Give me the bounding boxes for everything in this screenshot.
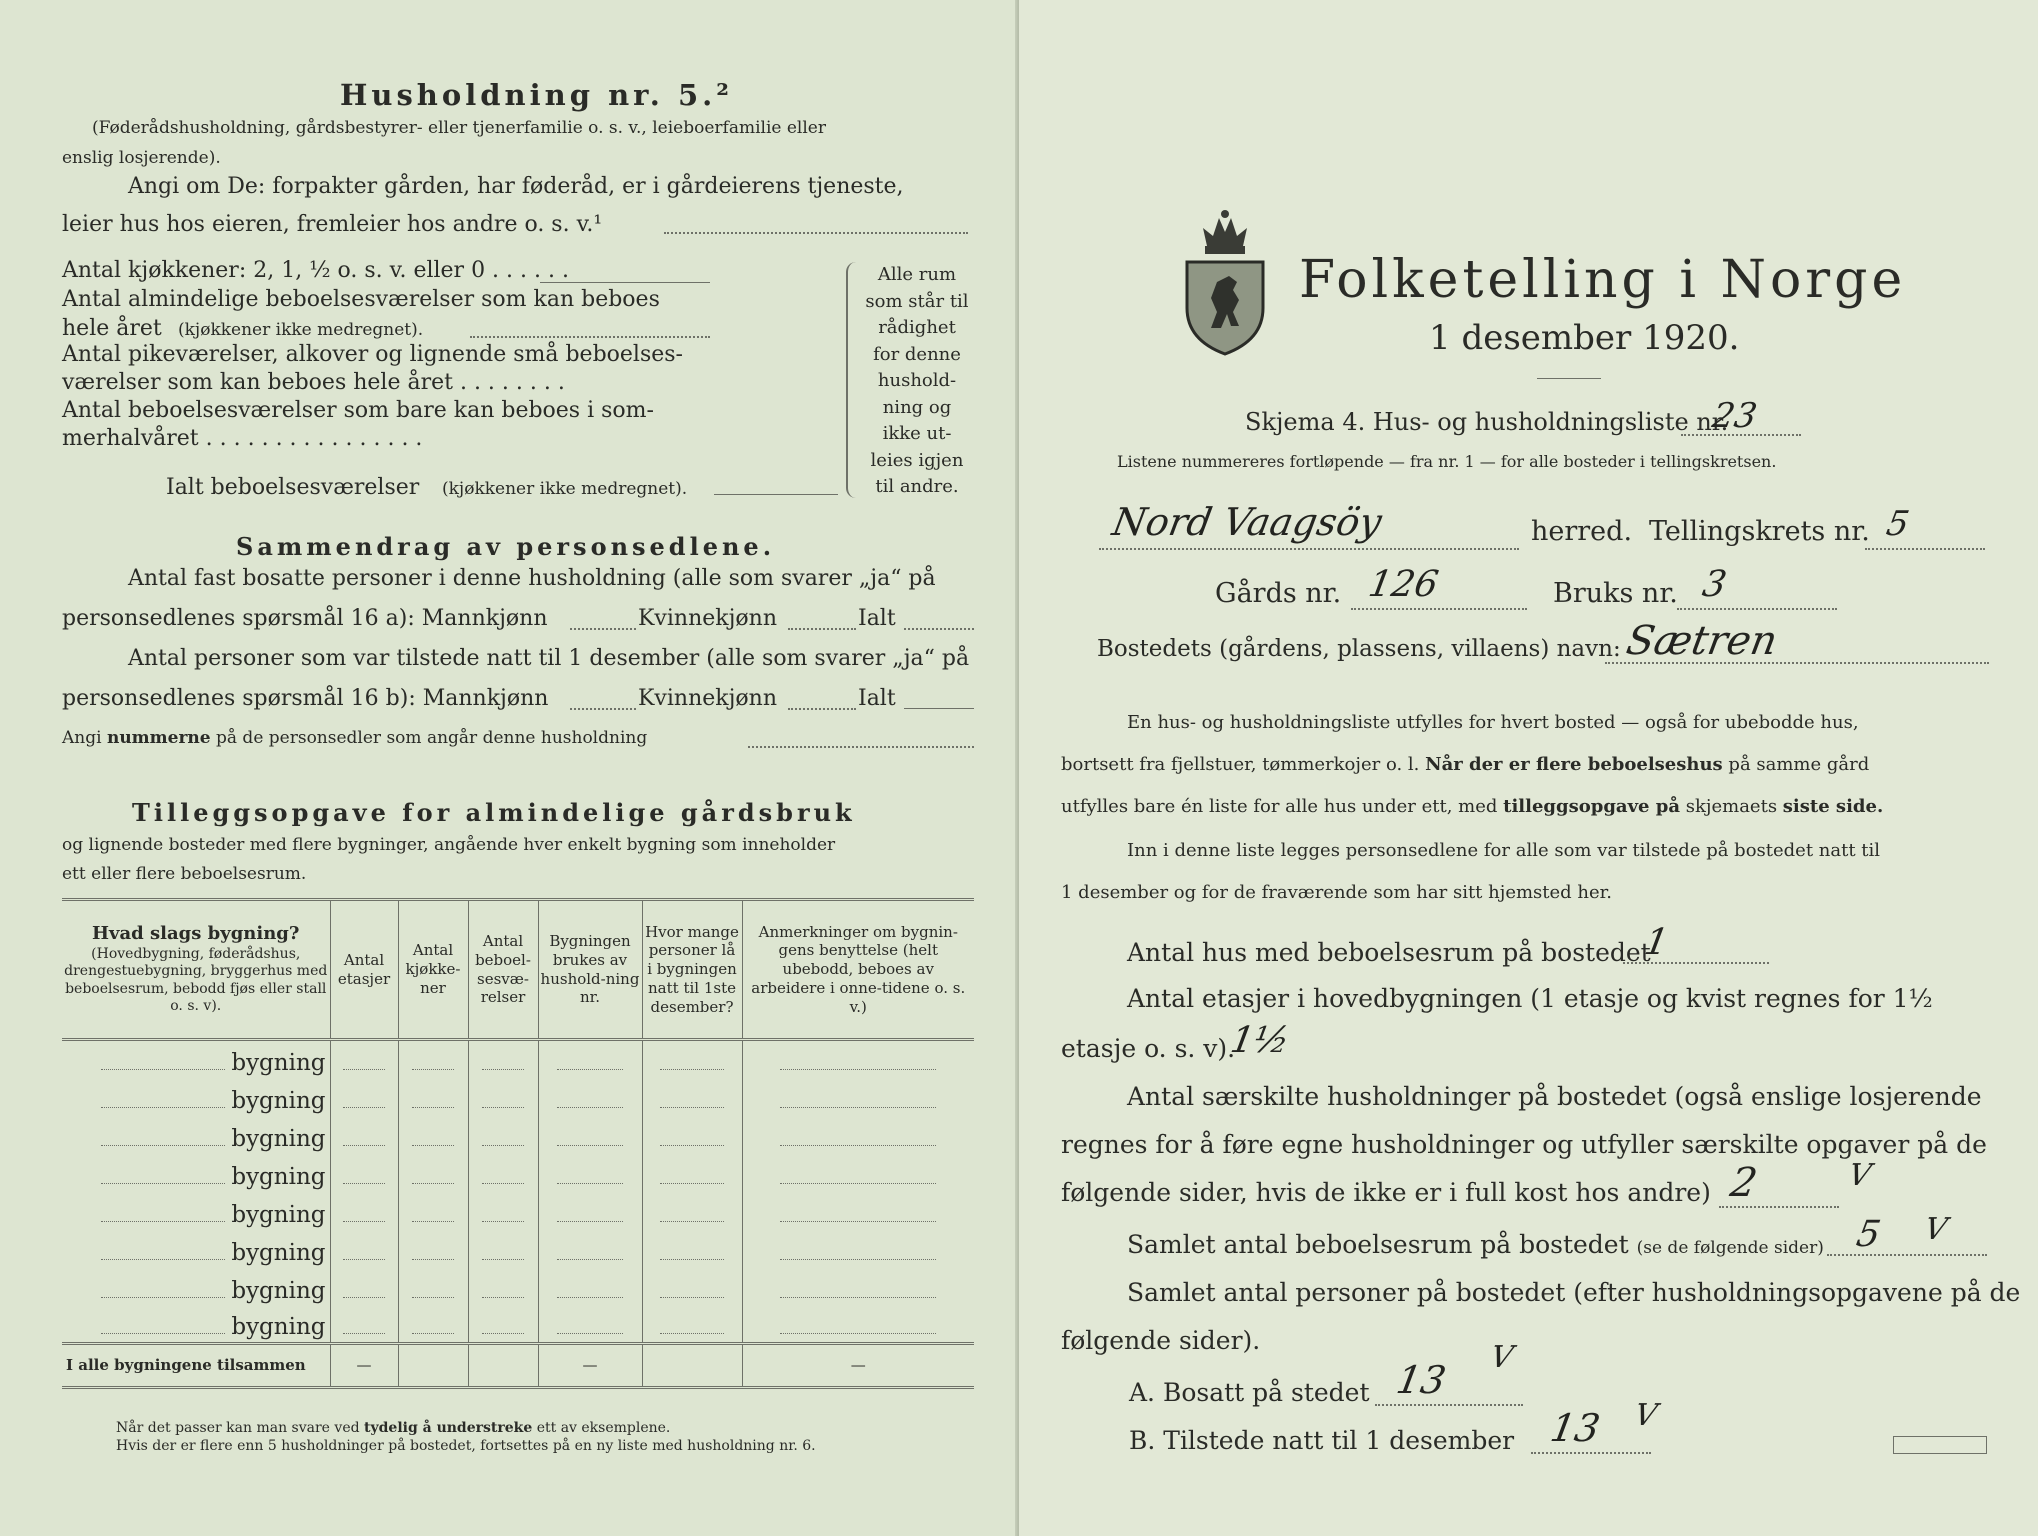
instructions-1: En hus- og husholdningsliste utfylles for hvert bosted — også for ubebodde hus, — [1127, 712, 1859, 733]
cell-line — [780, 1145, 936, 1146]
rooms-cell[interactable] — [468, 1040, 538, 1078]
b-line — [1531, 1452, 1651, 1454]
header-remarks: Anmerkninger om bygnin-gens benyttelse (helt ubebodd, beboes av arbeidere i onne-tidene o. s. v.) — [742, 900, 974, 1040]
household-intro-1: (Føderådshusholdning, gårdsbestyrer- eller tjenerfamilie o. s. v., leieboerfamilie eller — [92, 118, 826, 138]
cell-line — [557, 1333, 624, 1334]
building-row-label: bygning — [231, 1087, 326, 1114]
household-intro-2: enslig losjerende). — [62, 148, 221, 168]
table-row — [62, 1192, 974, 1230]
total-label: I alle bygningene tilsammen — [66, 1355, 306, 1374]
persons-cell[interactable] — [642, 1230, 742, 1268]
cell-line — [482, 1107, 525, 1108]
cell-line — [557, 1145, 624, 1146]
header-rooms: Antal beboel-sesvæ-relser — [468, 900, 538, 1040]
check-mark-households: V — [1845, 1158, 1874, 1193]
skjema-value[interactable]: 23 — [1709, 396, 1760, 436]
cell-line — [343, 1183, 384, 1184]
cell-line — [557, 1221, 624, 1222]
remarks-cell[interactable] — [742, 1192, 974, 1230]
a-line — [1375, 1404, 1523, 1406]
title-divider — [1537, 378, 1601, 379]
instructions-4: Inn i denne liste legges personsedlene for alle som var tilstede på bostedet natt til — [1127, 840, 1881, 861]
table-row — [62, 1078, 974, 1116]
q-rooms-label: Samlet antal beboelsesrum på bostedet (se de følgende sider) — [1127, 1230, 1824, 1259]
rooms-summer-1: Antal beboelsesværelser som bare kan beboes i som- — [62, 398, 654, 423]
building-type-cell[interactable] — [62, 1116, 330, 1154]
header-floors: Antal etasjer — [330, 900, 398, 1040]
summary-total-2: Ialt — [858, 686, 896, 711]
table-total-row — [62, 1344, 974, 1388]
cell-line — [557, 1297, 624, 1298]
cell-line — [343, 1069, 384, 1070]
table-row — [62, 1116, 974, 1154]
floors-cell[interactable] — [330, 1192, 398, 1230]
rooms-summer-2: merhalvåret . . . . . . . . . . . . . . . . — [62, 426, 423, 451]
cell-line — [557, 1107, 624, 1108]
bosted-line — [1605, 662, 1989, 664]
census-title: Folketelling i Norge — [1299, 250, 1907, 310]
header-household: Bygningen brukes av hushold-ning nr. — [538, 900, 642, 1040]
q-floors-1: Antal etasjer i hovedbygningen (1 etasje og kvist regnes for 1½ — [1127, 984, 1933, 1013]
rooms-ordinary-2: hele året — [62, 316, 162, 341]
bosted-value[interactable]: Sætren — [1622, 618, 1781, 664]
remarks-cell[interactable] — [742, 1230, 974, 1268]
total-floors: — — [330, 1344, 398, 1388]
kitchens-cell[interactable] — [398, 1040, 468, 1078]
kitchens-cell[interactable] — [398, 1116, 468, 1154]
q-floors-2: etasje o. s. v). — [1061, 1034, 1236, 1063]
cell-line — [780, 1069, 936, 1070]
summary-line-2: personsedlenes spørsmål 16 a): Mannkjønn — [62, 606, 548, 631]
table-header-row — [62, 900, 974, 1040]
building-type-line — [101, 1183, 226, 1184]
present-male-line[interactable] — [570, 708, 636, 710]
building-type-line — [101, 1107, 226, 1108]
skjema-label: Skjema 4. Hus- og husholdningsliste nr. — [1245, 408, 1729, 436]
cell-line — [660, 1333, 724, 1334]
cell-line — [482, 1333, 525, 1334]
household-cell[interactable] — [538, 1040, 642, 1078]
q-households-2: regnes for å føre egne husholdninger og utfyller særskilte opgaver på de — [1061, 1130, 1987, 1159]
check-mark-rooms: V — [1921, 1212, 1950, 1247]
table-row — [62, 1306, 974, 1344]
household-cell[interactable] — [538, 1078, 642, 1116]
rooms-cell[interactable] — [468, 1268, 538, 1306]
remarks-cell[interactable] — [742, 1306, 974, 1344]
q-rooms-value[interactable]: 5 — [1853, 1214, 1884, 1255]
q-households-3: følgende sider, hvis de ikke er i full kost hos andre) — [1061, 1178, 1711, 1207]
building-row-label: bygning — [231, 1277, 326, 1304]
bruks-value[interactable]: 3 — [1699, 564, 1730, 605]
building-row-label: bygning — [231, 1125, 326, 1152]
persons-cell[interactable] — [642, 1078, 742, 1116]
cell-line — [412, 1145, 455, 1146]
gards-value[interactable]: 126 — [1365, 564, 1442, 605]
kitchens-cell[interactable] — [398, 1192, 468, 1230]
total-persons[interactable] — [642, 1344, 742, 1388]
supplement-intro-2: ett eller flere beboelsesrum. — [62, 864, 307, 884]
remarks-cell[interactable] — [742, 1078, 974, 1116]
remarks-cell[interactable] — [742, 1040, 974, 1078]
cell-line — [482, 1145, 525, 1146]
cell-line — [343, 1107, 384, 1108]
table-row — [62, 1268, 974, 1306]
household-cell[interactable] — [538, 1306, 642, 1344]
floors-cell[interactable] — [330, 1040, 398, 1078]
table-row — [62, 1154, 974, 1192]
building-type-line — [101, 1069, 226, 1070]
census-date: 1 desember 1920. — [1429, 318, 1740, 358]
table-row — [62, 1230, 974, 1268]
cell-line — [780, 1107, 936, 1108]
cell-line — [660, 1297, 724, 1298]
floors-cell[interactable] — [330, 1230, 398, 1268]
building-type-line — [101, 1333, 226, 1334]
building-row-label: bygning — [231, 1049, 326, 1076]
household-cell[interactable] — [538, 1116, 642, 1154]
kitchens-cell[interactable] — [398, 1306, 468, 1344]
ialt-answer-line[interactable] — [714, 494, 838, 495]
summary-title: Sammendrag av personsedlene. — [236, 532, 776, 561]
instructions-3: utfylles bare én liste for alle hus under ett, med tilleggsopgave på skjemaets siste side. — [1061, 796, 1884, 817]
cell-line — [780, 1259, 936, 1260]
cell-line — [482, 1297, 525, 1298]
total-remarks: — — [742, 1344, 974, 1388]
a-value[interactable]: 13 — [1393, 1358, 1450, 1402]
floors-cell[interactable] — [330, 1078, 398, 1116]
resident-total-line[interactable] — [904, 628, 974, 630]
rooms-maid-1: Antal pikeværelser, alkover og lignende små beboelses- — [62, 342, 683, 367]
cell-line — [660, 1183, 724, 1184]
b-value[interactable]: 13 — [1547, 1406, 1604, 1450]
kitchens-answer-line[interactable] — [540, 282, 710, 283]
herred-line — [1099, 548, 1519, 550]
footnote-2: Hvis der er flere enn 5 husholdninger på bostedet, fortsettes på en ny liste med husholdning nr. 6. — [116, 1438, 816, 1454]
rooms-cell[interactable] — [468, 1306, 538, 1344]
summary-line-4: personsedlenes spørsmål 16 b): Mannkjønn — [62, 686, 549, 711]
building-row-label: bygning — [231, 1163, 326, 1190]
present-total-line[interactable] — [904, 708, 974, 709]
table-row — [62, 1040, 974, 1078]
household-cell[interactable] — [538, 1230, 642, 1268]
building-row-label: bygning — [231, 1201, 326, 1228]
cell-line — [780, 1221, 936, 1222]
cell-line — [482, 1221, 525, 1222]
cell-line — [557, 1183, 624, 1184]
resident-female-line[interactable] — [788, 628, 856, 630]
tellingskrets-value[interactable]: 5 — [1883, 504, 1913, 544]
rooms-maid-2: værelser som kan beboes hele året . . . . . . . . — [62, 370, 565, 395]
kitchens-cell[interactable] — [398, 1078, 468, 1116]
cell-line — [780, 1297, 936, 1298]
gards-line — [1351, 608, 1527, 610]
total-household: — — [538, 1344, 642, 1388]
floors-cell[interactable] — [330, 1116, 398, 1154]
building-type-cell[interactable] — [62, 1154, 330, 1192]
right-page — [1019, 0, 2038, 1536]
cell-line — [660, 1069, 724, 1070]
rooms-cell[interactable] — [468, 1116, 538, 1154]
q-persons-1: Samlet antal personer på bostedet (efter husholdningsopgavene på de — [1127, 1278, 2021, 1307]
cell-line — [343, 1297, 384, 1298]
building-type-cell[interactable] — [62, 1230, 330, 1268]
angi-line-2: leier hus hos eieren, fremleier hos andre o. s. v.¹ — [62, 212, 603, 237]
persons-cell[interactable] — [642, 1154, 742, 1192]
header-persons: Hvor mange personer lå i bygningen natt til 1ste desember? — [642, 900, 742, 1040]
b-label: B. Tilstede natt til 1 desember — [1129, 1426, 1515, 1455]
cell-line — [780, 1333, 936, 1334]
header-kitchens: Antal kjøkke-ner — [398, 900, 468, 1040]
gards-label: Gårds nr. — [1215, 578, 1342, 609]
cell-line — [412, 1297, 455, 1298]
remarks-cell[interactable] — [742, 1154, 974, 1192]
bruks-line — [1677, 608, 1837, 610]
building-type-line — [101, 1297, 226, 1298]
instructions-2: bortsett fra fjellstuer, tømmerkojer o. l. Når der er flere beboelseshus på samme gård — [1061, 754, 1870, 775]
building-type-cell[interactable] — [62, 1192, 330, 1230]
summary-female-1: Kvinnekjønn — [638, 606, 777, 631]
cell-line — [482, 1259, 525, 1260]
persons-cell[interactable] — [642, 1306, 742, 1344]
q-households-1: Antal særskilte husholdninger på bostedet (også enslige losjerende — [1127, 1082, 1982, 1111]
building-type-line — [101, 1145, 226, 1146]
remarks-cell[interactable] — [742, 1268, 974, 1306]
persons-cell[interactable] — [642, 1192, 742, 1230]
a-label: A. Bosatt på stedet — [1129, 1378, 1370, 1407]
summary-line-3: Antal personer som var tilstede natt til 1 desember (alle som svarer „ja“ på — [128, 646, 970, 671]
building-type-cell[interactable] — [62, 1078, 330, 1116]
rooms-kitchens: Antal kjøkkener: 2, 1, ½ o. s. v. eller 0 . . . . . . — [62, 258, 569, 283]
persons-cell[interactable] — [642, 1040, 742, 1078]
rooms-note: Alle rum som står til rådighet for denne hushold- ning og ikke ut- leies igjen til andre. — [865, 264, 969, 497]
cell-line — [660, 1107, 724, 1108]
building-rows — [62, 1040, 974, 1344]
cell-line — [412, 1259, 455, 1260]
cell-line — [557, 1069, 624, 1070]
cell-line — [412, 1107, 455, 1108]
cell-line — [412, 1183, 455, 1184]
rooms-cell[interactable] — [468, 1192, 538, 1230]
check-mark-a: V — [1487, 1340, 1516, 1375]
cell-line — [343, 1333, 384, 1334]
cell-line — [482, 1069, 525, 1070]
summary-total-1: Ialt — [858, 606, 896, 631]
numbers-answer-line[interactable] — [748, 746, 974, 748]
supplement-intro-1: og lignende bosteder med flere bygninger, angående hver enkelt bygning som inneholder — [62, 835, 836, 855]
floors-cell[interactable] — [330, 1306, 398, 1344]
supplement-title: Tilleggsopgave for almindelige gårdsbruk — [132, 798, 856, 827]
household-title: Husholdning nr. 5.² — [340, 78, 733, 112]
household-cell[interactable] — [538, 1268, 642, 1306]
rooms-cell[interactable] — [468, 1230, 538, 1268]
rooms-ordinary-note: (kjøkkener ikke medregnet). — [178, 320, 424, 340]
q-rooms-line — [1827, 1254, 1987, 1256]
angi-numbers: Angi nummerne på de personsedler som angår denne husholdning — [62, 728, 648, 748]
total-kitchens[interactable] — [398, 1344, 468, 1388]
cell-line — [343, 1145, 384, 1146]
persons-cell[interactable] — [642, 1116, 742, 1154]
cell-line — [343, 1259, 384, 1260]
building-row-label: bygning — [231, 1239, 326, 1266]
angi-line-1: Angi om De: forpakter gården, har føderåd, er i gårdeierens tjeneste, — [128, 174, 904, 199]
instructions-5: 1 desember og for de fraværende som har sitt hjemsted her. — [1061, 882, 1612, 903]
bruks-label: Bruks nr. — [1553, 578, 1678, 609]
household-cell[interactable] — [538, 1154, 642, 1192]
herred-label: herred. — [1531, 516, 1633, 547]
floors-cell[interactable] — [330, 1268, 398, 1306]
building-type-cell[interactable] — [62, 1306, 330, 1344]
resident-male-line[interactable] — [570, 628, 636, 630]
cell-line — [780, 1183, 936, 1184]
q-houses-line — [1623, 962, 1769, 964]
cell-line — [412, 1221, 455, 1222]
rooms-cell[interactable] — [468, 1154, 538, 1192]
building-row-label: bygning — [231, 1314, 326, 1340]
total-rooms[interactable] — [468, 1344, 538, 1388]
tellingskrets-label: Tellingskrets nr. — [1649, 516, 1870, 547]
q-floors-value[interactable]: 1½ — [1227, 1020, 1293, 1061]
building-type-cell[interactable] — [62, 1268, 330, 1306]
ialt-label: Ialt beboelsesværelser — [166, 475, 420, 500]
building-type-line — [101, 1259, 226, 1260]
kitchens-cell[interactable] — [398, 1154, 468, 1192]
check-mark-b: V — [1631, 1398, 1660, 1433]
kitchens-cell[interactable] — [398, 1268, 468, 1306]
summary-line-1: Antal fast bosatte personer i denne husholdning (alle som svarer „ja“ på — [128, 566, 936, 591]
printer-stamp — [1893, 1436, 1987, 1454]
q-persons-2: følgende sider). — [1061, 1326, 1261, 1355]
cell-line — [412, 1333, 455, 1334]
building-type-cell[interactable] — [62, 1040, 330, 1078]
cell-line — [412, 1069, 455, 1070]
cell-line — [343, 1221, 384, 1222]
bosted-label: Bostedets (gårdens, plassens, villaens) navn: — [1097, 636, 1621, 662]
herred-value[interactable]: Nord Vaagsöy — [1109, 500, 1386, 544]
rooms-ordinary-1: Antal almindelige beboelsesværelser som kan beboes — [62, 287, 660, 312]
listene-note: Listene nummereres fortløpende — fra nr. 1 — for alle bosteder i tellingskretsen. — [1117, 452, 1777, 471]
q-houses-label: Antal hus med beboelsesrum på bostedet — [1127, 938, 1651, 967]
footnote-1: Når det passer kan man svare ved tydelig å understreke ett av eksemplene. — [116, 1420, 671, 1436]
rooms-brace — [846, 262, 860, 498]
cell-line — [557, 1259, 624, 1260]
tellingskrets-line — [1865, 548, 1985, 550]
angi-answer-line[interactable] — [664, 232, 968, 234]
persons-cell[interactable] — [642, 1268, 742, 1306]
q-households-line — [1719, 1206, 1839, 1208]
kitchens-cell[interactable] — [398, 1230, 468, 1268]
remarks-cell[interactable] — [742, 1116, 974, 1154]
ordinary-answer-line[interactable] — [470, 336, 710, 338]
cell-line — [660, 1221, 724, 1222]
buildings-table — [62, 898, 974, 1389]
q-houses-value[interactable]: 1 — [1641, 922, 1672, 963]
cell-line — [660, 1145, 724, 1146]
cell-line — [482, 1183, 525, 1184]
header-building-type: Hvad slags bygning? (Hovedbygning, føderådshus, drengestuebygning, bryggerhus med beboelsesrum, bebodd fjøs eller stall o. s. v). — [64, 923, 328, 1015]
building-type-line — [101, 1221, 226, 1222]
q-households-value[interactable]: 2 — [1726, 1160, 1761, 1206]
floors-cell[interactable] — [330, 1154, 398, 1192]
household-cell[interactable] — [538, 1192, 642, 1230]
ialt-note: (kjøkkener ikke medregnet). — [442, 479, 688, 499]
summary-female-2: Kvinnekjønn — [638, 686, 777, 711]
present-female-line[interactable] — [788, 708, 856, 710]
rooms-cell[interactable] — [468, 1078, 538, 1116]
coat-of-arms-icon — [1177, 208, 1273, 356]
cell-line — [660, 1259, 724, 1260]
